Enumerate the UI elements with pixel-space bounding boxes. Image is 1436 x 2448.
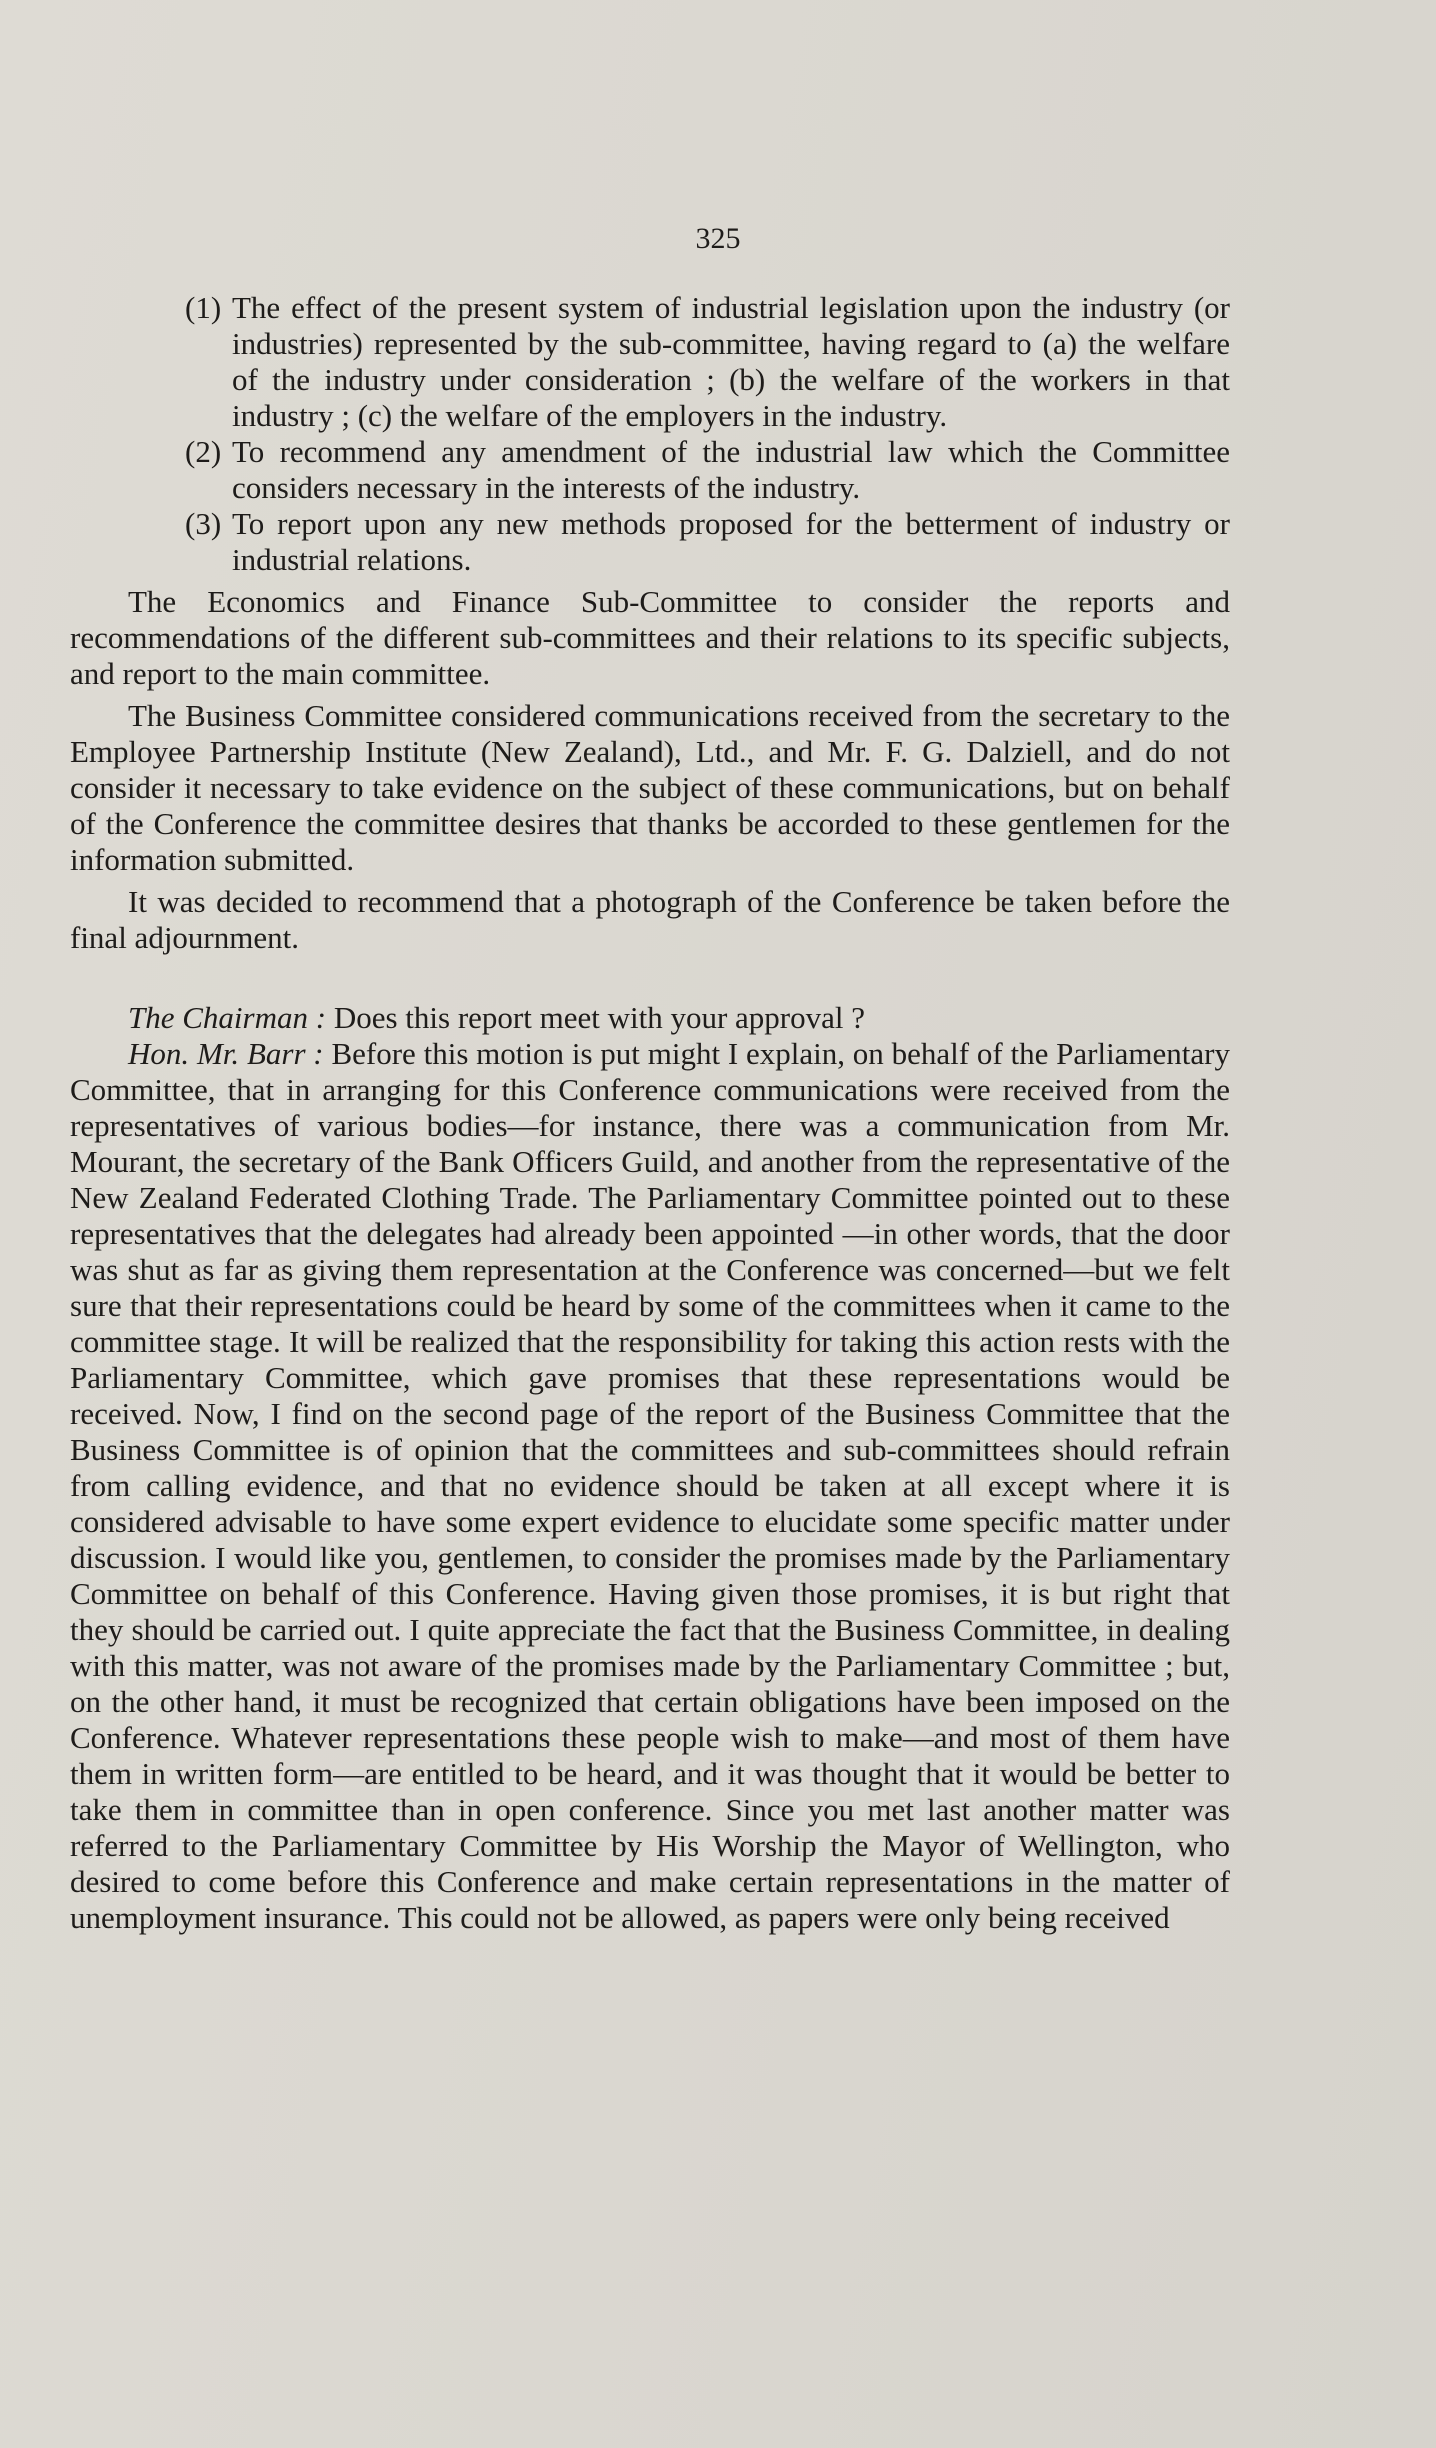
chairman-remark xyxy=(70,1000,1230,1036)
list-item xyxy=(185,506,1230,578)
list-number: (3) xyxy=(185,506,222,541)
speaker-name: Hon. Mr. Barr : xyxy=(128,1036,324,1071)
speech-text: Does this report meet with your approval ? xyxy=(333,1000,865,1035)
speaker-name: The Chairman : xyxy=(128,1000,327,1035)
list-item xyxy=(185,434,1230,506)
terms-of-reference-list xyxy=(185,290,1230,578)
barr-remark xyxy=(70,1036,1230,1936)
speech-text: Before this motion is put might I explain, on behalf of the Parliamentary Committee, that in arranging for this Conference communications were received from the representatives of various bodies—for instance, there was a communication from Mr. Mourant, the secretary of the Bank Officers Guild, and another from the representative of the New Zealand Federated Clothing Trade. The Parliamentary Committee pointed out to these representatives that the delegates had already been appointed —in other words, that the door was shut as far as giving them representation at the Conference was concerned—but we felt sure that their representations could be heard by some of the committees when it came to the committee stage. It will be realized that the responsibility for taking this action rests with the Parliamentary Committee, which gave promises that these representations would be received. Now, I find on the second page of the report of the Business Committee that the Business Committee is of opinion that the committees and sub-committees should refrain from calling evidence, and that no evidence should be taken at all except where it is considered advisable to have some expert evidence to elucidate some specific matter under discussion. I would like you, gentlemen, to consider the promises made by the Parliamentary Committee on behalf of this Conference. Having given those promises, it is but right that they should be carried out. I quite appreciate the fact that the Business Committee, in dealing with this matter, was not aware of the promises made by the Parliamentary Committee ; but, on the other hand, it must be recognized that certain obligations have been imposed on the Conference. Whatever representations these people wish to make—and most of them have them in written form—are entitled to be heard, and it was thought that it would be better to take them in committee than in open conference. Since you met last another matter was referred to the Parliamentary Committee by His Worship the Mayor of Wellington, who desired to come before this Conference and make certain representations in the matter of unemployment insurance. This could not be allowed, as papers were only being received xyxy=(70,1036,1231,1935)
page-number: 325 xyxy=(695,222,741,255)
list-text: The effect of the present system of industrial legislation upon the industry (or industries) represented by the sub-committee, having regard to (a) the welfare of the industry under consideration ; (b) the welfare of the workers in that industry ; (c) the welfare of the employers in the industry. xyxy=(232,290,1230,433)
business-committee-paragraph: The Business Committee considered communications received from the secretary to the Employee Partnership Institute (New Zealand), Ltd., and Mr. F. G. Dalziell, and do not consider it necessary to take evidence on the subject of these communications, but on behalf of the Conference the committee desires that thanks be accorded to these gentlemen for the information submitted. xyxy=(70,698,1230,877)
list-item xyxy=(185,290,1230,434)
photograph-paragraph: It was decided to recommend that a photograph of the Conference be taken before the final adjournment. xyxy=(70,884,1230,955)
list-number: (1) xyxy=(185,290,222,325)
economics-paragraph: The Economics and Finance Sub-Committee to consider the reports and recommendations of the different sub-committees and their relations to its specific subjects, and report to the main committee. xyxy=(70,584,1230,691)
list-text: To recommend any amendment of the industrial law which the Committee considers necessary in the interests of the industry. xyxy=(232,434,1230,505)
list-number: (2) xyxy=(185,434,222,469)
list-text: To report upon any new methods proposed for the betterment of industry or industrial relations. xyxy=(232,506,1230,577)
text-column xyxy=(70,290,1230,1936)
